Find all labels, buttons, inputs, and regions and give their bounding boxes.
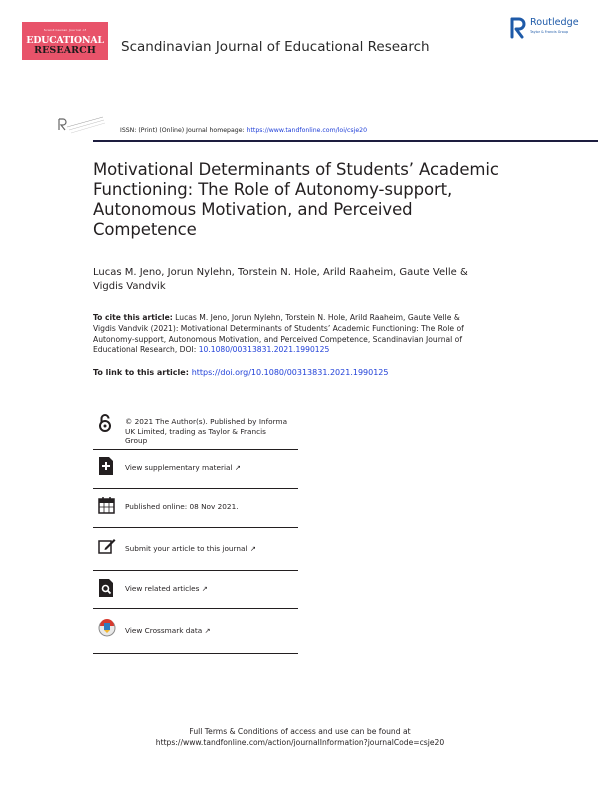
license-line: © 2021 The Author(s). Published by Informa — [125, 417, 288, 426]
cover-title-line2: RESEARCH — [34, 45, 96, 56]
related-articles-link[interactable] — [125, 584, 208, 594]
citation-text-line: Vigdis Vandvik (2021): Motivational Determinants of Students’ Academic Functioning: The Role of — [93, 323, 464, 333]
issn-line — [120, 127, 367, 134]
article-info-list — [93, 410, 298, 654]
license-line: UK Limited, trading as Taylor & Francis — [125, 426, 266, 436]
related-row[interactable] — [93, 571, 298, 609]
submit-edit-icon — [98, 537, 116, 555]
supplementary-row[interactable] — [93, 450, 298, 489]
article-link-line — [93, 368, 389, 377]
article-title — [93, 160, 513, 240]
calendar-icon — [98, 496, 115, 514]
supplementary-link[interactable] — [125, 463, 241, 473]
publisher-name: Routledge — [530, 17, 579, 28]
citation-label: To cite this article: — [93, 313, 173, 322]
related-articles-icon — [98, 578, 114, 598]
external-link-icon: ↗ — [204, 626, 211, 635]
supplementary-label: View supplementary material — [125, 463, 233, 472]
published-row — [93, 489, 298, 528]
license-text — [125, 417, 287, 446]
cover-title-line1: EDUCATIONAL — [26, 35, 104, 46]
external-link-icon: ↗ — [249, 544, 256, 553]
routledge-logo[interactable] — [509, 17, 591, 39]
submit-article-link[interactable] — [125, 544, 256, 554]
article-link-label: To link to this article: — [93, 368, 192, 377]
crossmark-link[interactable] — [125, 626, 211, 636]
taylor-francis-mini-logo — [57, 113, 107, 137]
crossmark-row[interactable] — [93, 609, 298, 654]
published-date: Published online: 08 Nov 2021. — [125, 502, 239, 511]
citation-block — [93, 313, 523, 356]
article-title-line: Functioning: The Role of Autonomy-support, — [93, 180, 453, 199]
journal-title: Scandinavian Journal of Educational Research — [121, 39, 430, 55]
terms-footer — [100, 726, 500, 749]
crossmark-icon — [98, 619, 116, 637]
authors-line: Vigdis Vandvik — [93, 280, 166, 292]
journal-homepage-link[interactable]: https://www.tandfonline.com/loi/csje20 — [246, 127, 368, 134]
publisher-tagline: Taylor & Francis Group — [530, 30, 569, 34]
article-title-line: Autonomous Motivation, and Perceived — [93, 200, 413, 219]
footer-line: Full Terms & Conditions of access and use can be found at — [189, 727, 411, 736]
open-access-icon — [98, 413, 112, 433]
issn-label: ISSN: (Print) (Online) Journal homepage: — [120, 127, 245, 134]
article-title-line: Motivational Determinants of Students’ Academic — [93, 160, 499, 179]
footer-terms-link[interactable]: https://www.tandfonline.com/action/journalInformation?journalCode=csje20 — [155, 738, 445, 748]
submit-label: Submit your article to this journal — [125, 544, 248, 553]
submit-row[interactable] — [93, 528, 298, 571]
related-label: View related articles — [125, 584, 200, 593]
article-doi-url[interactable]: https://doi.org/10.1080/00313831.2021.1990125 — [191, 368, 389, 377]
citation-text-line: Autonomy-support, Autonomous Motivation, and Perceived Competence, Scandinavian Journal of — [93, 334, 462, 344]
crossmark-label: View Crossmark data — [125, 626, 203, 635]
article-authors — [93, 266, 513, 293]
mini-logo-graphic-icon — [57, 113, 107, 137]
authors-line: Lucas M. Jeno, Jorun Nylehn, Torstein N. Hole, Arild Raaheim, Gaute Velle & — [93, 267, 468, 278]
routledge-r-icon — [509, 17, 527, 39]
supplementary-material-icon — [98, 456, 114, 476]
journal-cover-thumbnail — [22, 22, 108, 60]
external-link-icon: ↗ — [234, 463, 241, 472]
citation-text-line: Lucas M. Jeno, Jorun Nylehn, Torstein N. Hole, Arild Raaheim, Gaute Velle & — [172, 313, 460, 322]
license-row — [93, 410, 298, 450]
header-divider — [93, 140, 598, 142]
cover-series-text: Scandinavian Journal of — [43, 28, 87, 32]
citation-doi-link[interactable]: 10.1080/00313831.2021.1990125 — [198, 345, 330, 355]
license-line: Group — [125, 436, 148, 446]
external-link-icon: ↗ — [201, 584, 208, 593]
article-title-line: Competence — [93, 220, 197, 239]
citation-text-line: Educational Research, DOI: — [93, 345, 199, 355]
